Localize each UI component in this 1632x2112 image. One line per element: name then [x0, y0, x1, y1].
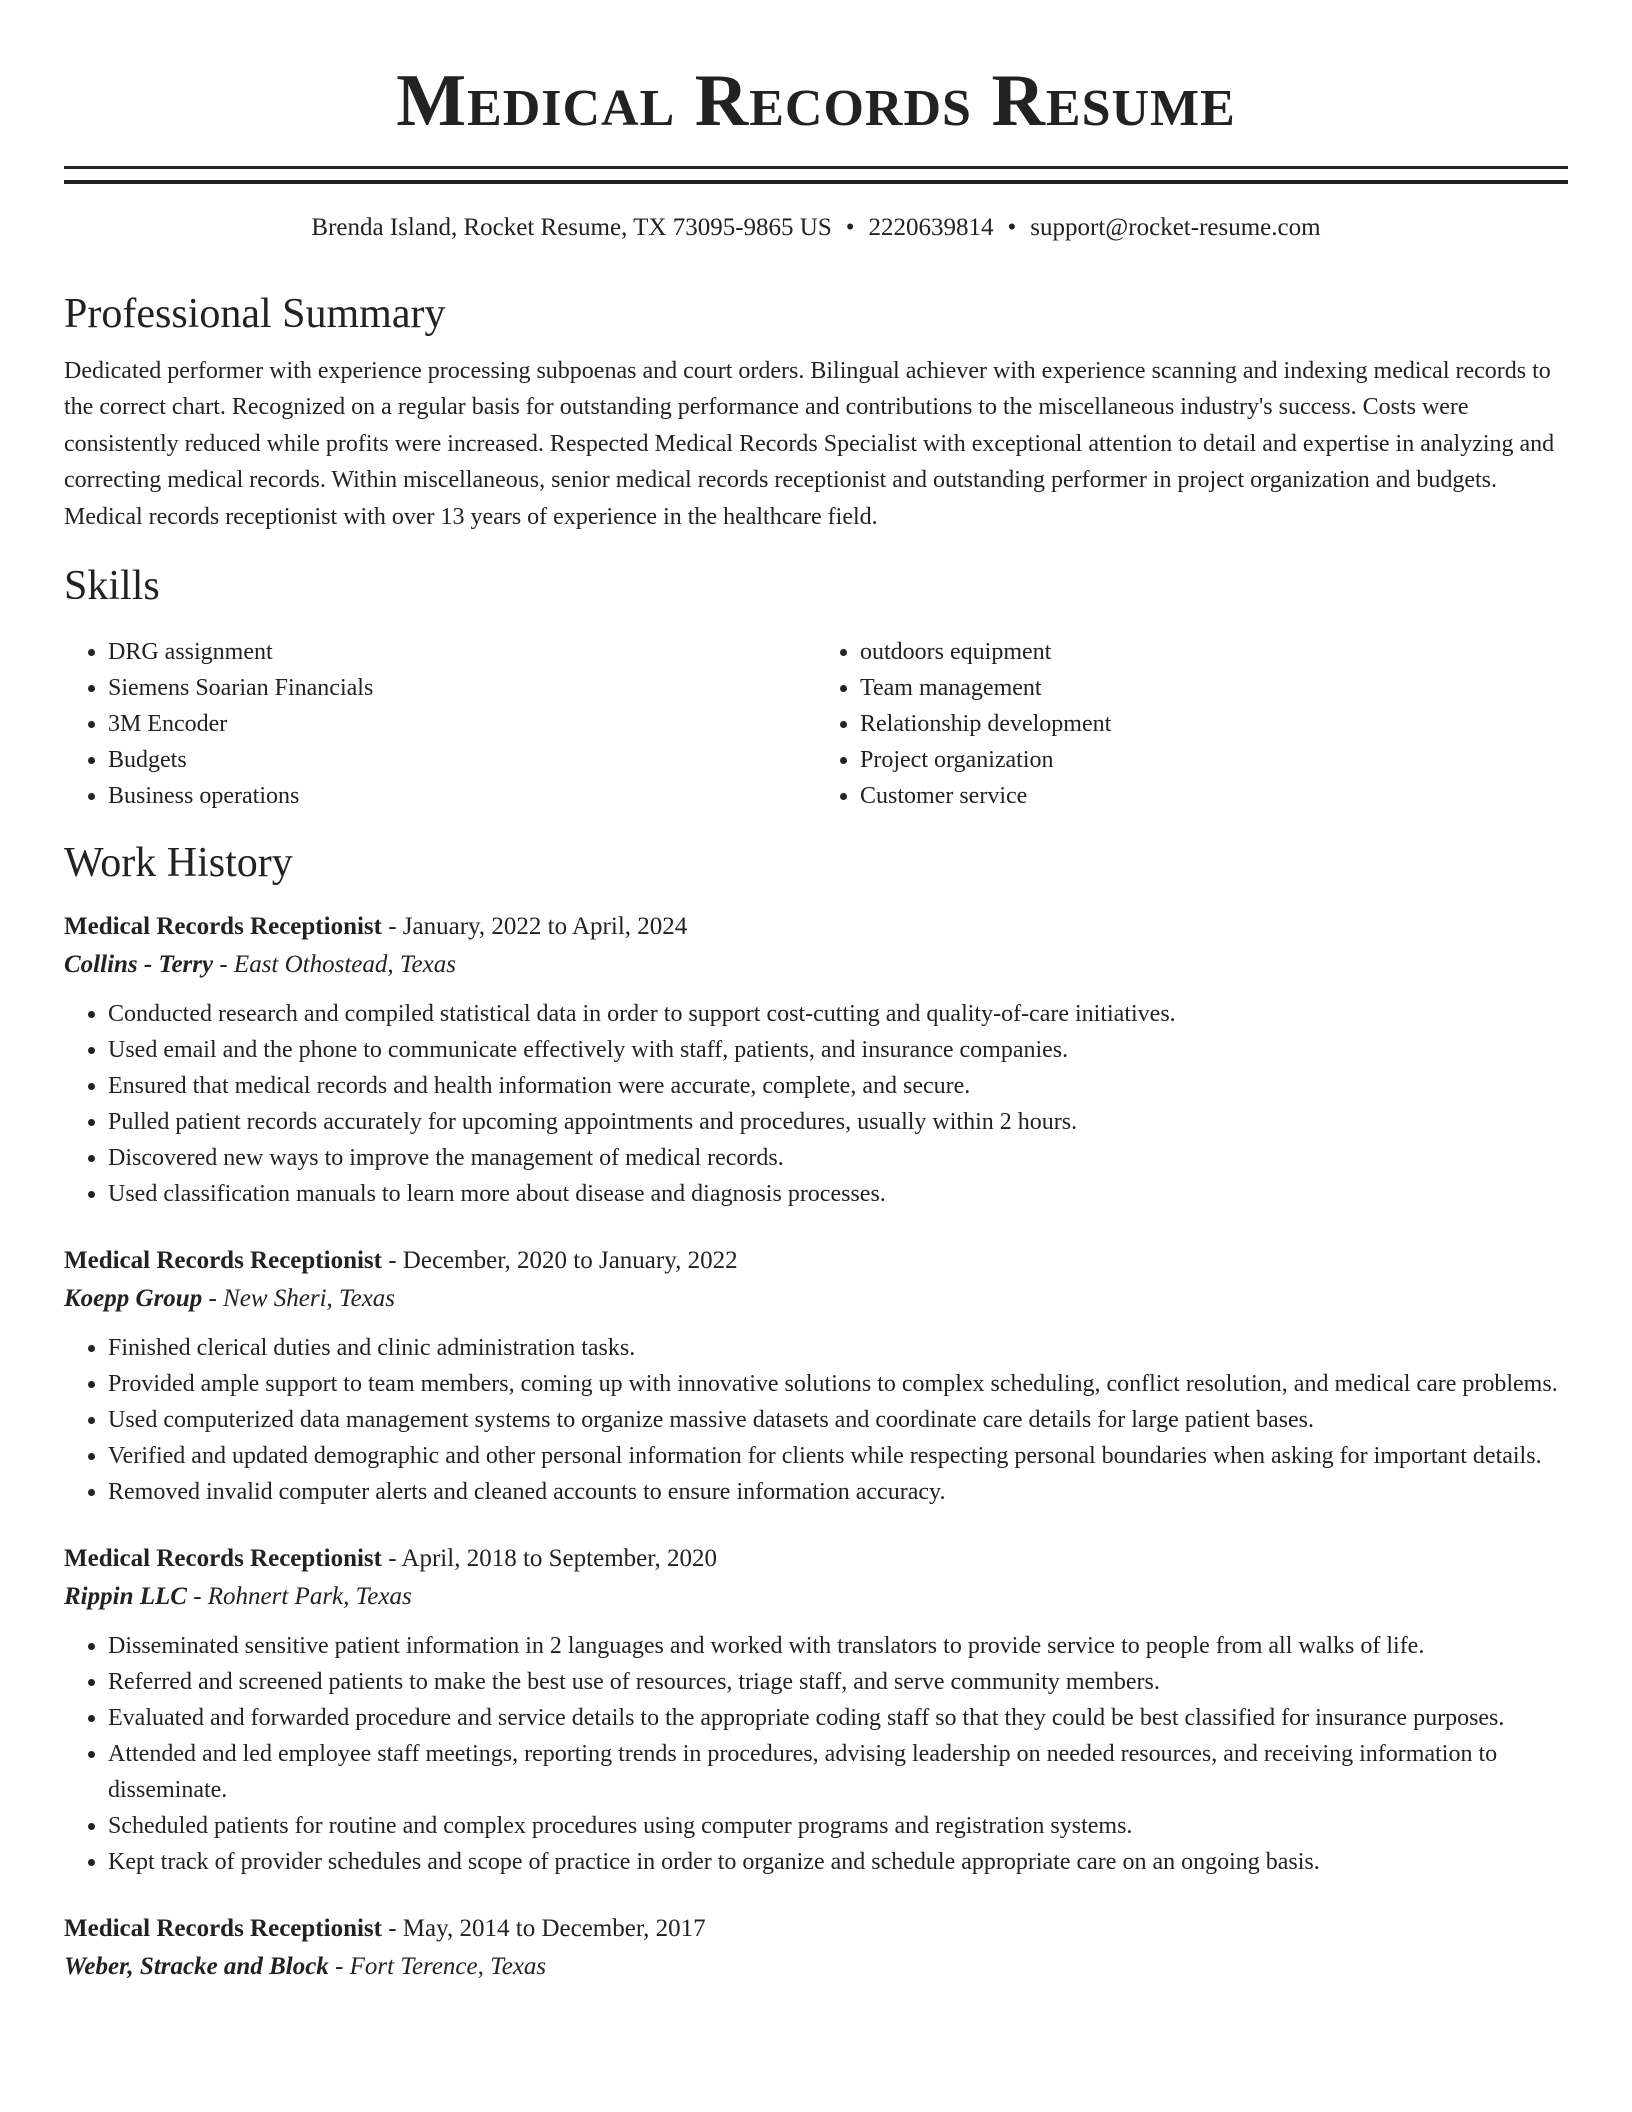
job-title: Medical Records Receptionist: [64, 1915, 382, 1943]
skill-item: • Business operations: [108, 778, 816, 814]
job-bullet: • Attended and led employee staff meetings, reporting trends in procedures, advising leadership on needed resources, and receiving information to disseminate.: [108, 1736, 1568, 1808]
job-bullet: • Ensured that medical records and health information were accurate, complete, and secure.: [108, 1068, 1568, 1104]
contact-separator: •: [1007, 214, 1017, 241]
job-bullet: • Disseminated sensitive patient information in 2 languages and worked with translators to provide service to people from all walks of life.: [108, 1628, 1568, 1664]
resume-title: Medical Records Resume: [396, 60, 1236, 142]
job-dates: - January, 2022 to April, 2024: [381, 913, 688, 941]
job-bullet: • Referred and screened patients to make the best use of resources, triage staff, and serve community members.: [108, 1664, 1568, 1700]
job-entry: [64, 1910, 1568, 1986]
job-title: Medical Records Receptionist: [64, 913, 382, 941]
job-bullet: • Kept track of provider schedules and scope of practice in order to organize and schedule appropriate care on an ongoing basis.: [108, 1844, 1568, 1880]
skill-item: • Siemens Soarian Financials: [108, 670, 816, 706]
company-line: [64, 1578, 1568, 1616]
job-title-line: [64, 1910, 1568, 1948]
contact-line: [64, 212, 1568, 245]
job-entry: [64, 1540, 1568, 1880]
job-dates: - May, 2014 to December, 2017: [381, 1915, 706, 1943]
job-title: Medical Records Receptionist: [64, 1247, 382, 1275]
job-entry: [64, 908, 1568, 1212]
job-entry: [64, 1242, 1568, 1510]
company-line: [64, 1948, 1568, 1986]
summary-heading: Professional Summary: [64, 290, 446, 337]
work-history-heading: Work History: [64, 839, 293, 886]
contact-address: Brenda Island, Rocket Resume, TX 73095-9865 US: [311, 214, 832, 241]
skill-item: • Project organization: [860, 742, 1568, 778]
job-bullet: • Finished clerical duties and clinic administration tasks.: [108, 1330, 1568, 1366]
job-title-line: [64, 1242, 1568, 1280]
job-bullet: • Discovered new ways to improve the management of medical records.: [108, 1140, 1568, 1176]
company-name: Collins - Terry: [64, 951, 214, 979]
job-bullets: [64, 996, 1568, 1212]
company-location: - East Othostead, Texas: [213, 951, 456, 979]
skills-column-right: [816, 634, 1568, 814]
job-bullet: • Verified and updated demographic and other personal information for clients while respecting personal boundaries when asking for important details.: [108, 1438, 1568, 1474]
skills-heading: Skills: [64, 563, 160, 610]
contact-email: support@rocket-resume.com: [1030, 214, 1321, 241]
company-name: Rippin LLC: [64, 1583, 187, 1611]
job-bullet: • Pulled patient records accurately for upcoming appointments and procedures, usually within 2 hours.: [108, 1104, 1568, 1140]
job-bullet: • Used classification manuals to learn more about disease and diagnosis processes.: [108, 1176, 1568, 1212]
job-bullets: [64, 1330, 1568, 1510]
company-line: [64, 1280, 1568, 1318]
skill-item: • Team management: [860, 670, 1568, 706]
job-title-line: [64, 908, 1568, 946]
skill-item: • Relationship development: [860, 706, 1568, 742]
job-dates: - December, 2020 to January, 2022: [381, 1247, 738, 1275]
job-bullet: • Evaluated and forwarded procedure and service details to the appropriate coding staff so that they could be best classified for insurance purposes.: [108, 1700, 1568, 1736]
company-name: Koepp Group: [64, 1285, 203, 1313]
job-bullet: • Provided ample support to team members, coming up with innovative solutions to complex scheduling, conflict resolution, and medical care problems.: [108, 1366, 1568, 1402]
company-location: - New Sheri, Texas: [202, 1285, 396, 1313]
skill-item: • Customer service: [860, 778, 1568, 814]
skill-item: • outdoors equipment: [860, 634, 1568, 670]
company-line: [64, 946, 1568, 984]
skill-item: • DRG assignment: [108, 634, 816, 670]
job-bullet: • Used email and the phone to communicate effectively with staff, patients, and insurance companies.: [108, 1032, 1568, 1068]
contact-phone: 2220639814: [868, 214, 994, 241]
job-dates: - April, 2018 to September, 2020: [381, 1545, 718, 1573]
job-title: Medical Records Receptionist: [64, 1545, 382, 1573]
job-bullet: • Conducted research and compiled statistical data in order to support cost-cutting and quality-of-care initiatives.: [108, 996, 1568, 1032]
job-bullets: [64, 1628, 1568, 1880]
skills-list: [64, 634, 1568, 814]
title-divider: [64, 166, 1568, 184]
job-bullet: • Used computerized data management systems to organize massive datasets and coordinate care details for large patient bases.: [108, 1402, 1568, 1438]
company-location: - Rohnert Park, Texas: [186, 1583, 412, 1611]
job-bullet: • Removed invalid computer alerts and cleaned accounts to ensure information accuracy.: [108, 1474, 1568, 1510]
skill-item: • 3M Encoder: [108, 706, 816, 742]
company-location: - Fort Terence, Texas: [328, 1953, 547, 1981]
skill-item: • Budgets: [108, 742, 816, 778]
skills-column-left: [64, 634, 816, 814]
job-title-line: [64, 1540, 1568, 1578]
company-name: Weber, Stracke and Block: [64, 1953, 329, 1981]
summary-text: Dedicated performer with experience processing subpoenas and court orders. Bilingual achiever with experience scanning and indexing medical records to the correct chart. Recognized on a regular basis for outstanding performance and contributions to the miscellaneous industry's success. Costs were consistently reduced while profits were increased. Respected Medical Records Specialist with exceptional attention to detail and expertise in analyzing and correcting medical records. Within miscellaneous, senior medical records receptionist and outstanding performer in project organization and budgets. Medical records receptionist with over 13 years of experience in the healthcare field.: [64, 357, 1555, 530]
job-bullet: • Scheduled patients for routine and complex procedures using computer programs and registration systems.: [108, 1808, 1568, 1844]
contact-separator: •: [845, 214, 855, 241]
